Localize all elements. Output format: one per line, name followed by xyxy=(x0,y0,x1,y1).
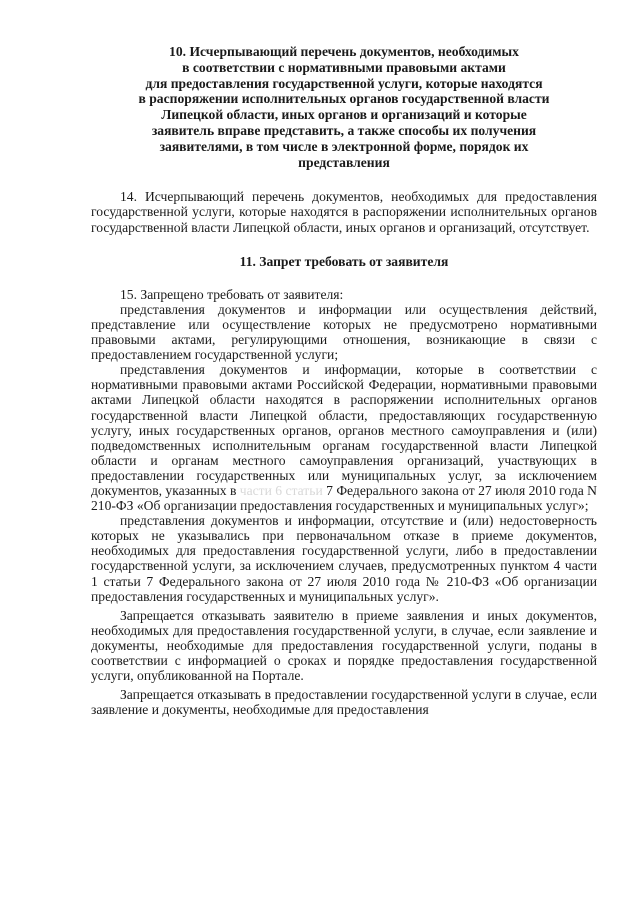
document-page xyxy=(91,44,597,717)
heading-line: заявителями, в том числе в электронной форме, порядок их xyxy=(159,138,529,154)
item-2-text: представления документов и информации, которые в соответствии с нормативными правовыми актами Российской Федерации, нормативными правовыми актами Липецкой области находятся в распоряжении исполнительных органов государственной власти Липецкой области, предоставляющих государственную услугу, иных государственных органов, органов местного самоуправления и (или) подведомственных исполнительным органам государственной власти Липецкой области и органам местного самоуправления организаций, участвующих в предоставлении государственных или муниципальных услуг, за исключением документов, указанных в xyxy=(91,362,597,498)
paragraph-14: 14. Исчерпывающий перечень документов, необходимых для предоставления государственной услуги, которые находятся в распоряжении исполнительных органов государственной власти Липецкой области, иных органов и организаций, отсутствует. xyxy=(91,189,597,235)
heading-line: Липецкой области, иных органов и организаций и которые xyxy=(161,107,527,123)
refuse-receipt-paragraph: Запрещается отказывать заявителю в приеме заявления и иных документов, необходимых для предоставления государственной услуги, в случае, если заявление и документы, необходимые для предоставления государственной услуги, поданы в соответствии с информацией о сроках и порядке предоставления государственной услуги, опубликованной на Портале. xyxy=(91,607,597,684)
heading-line: для предоставления государственной услуги, которые находятся xyxy=(145,75,543,91)
prohibition-item-2 xyxy=(91,362,597,513)
prohibition-item-1: представления документов и информации или осуществления действий, представление или осуществление которых не предусмотрено нормативными правовыми актами, регулирующими отношения, возникающие в связи с предоставлением государственной услуги; xyxy=(91,301,597,363)
section-11-heading: 11. Запрет требовать от заявителя xyxy=(239,253,449,269)
refuse-service-paragraph: Запрещается отказывать в предоставлении государственной услуги в случае, если заявление и документы, необходимые для предоставления xyxy=(91,687,597,718)
heading-line: представления xyxy=(298,154,390,170)
prohibition-item-3: представления документов и информации, отсутствие и (или) недостоверность которых не указывались при первоначальном отказе в приеме документов, необходимых для предоставления государственной услуги, либо в предоставлении государственной услуги, за исключением случаев, предусмотренных пунктом 4 части 1 статьи 7 Федерального закона от 27 июля 2010 года № 210-ФЗ «Об организации предоставления государственных и муниципальных услуг». xyxy=(91,513,597,604)
heading-line: в соответствии с нормативными правовыми актами xyxy=(182,59,506,75)
heading-line: заявитель вправе представить, а также способы их получения xyxy=(151,122,537,138)
heading-line: в распоряжении исполнительных органов государственной власти xyxy=(138,91,550,107)
section-10-heading xyxy=(115,44,573,170)
item-2-text-end: 7 Федерального закона от 27 июля 2010 года N 210-ФЗ «Об организации предоставления государственных и муниципальных услуг»; xyxy=(91,482,597,514)
heading-line: 10. Исчерпывающий перечень документов, необходимых xyxy=(169,44,519,59)
paragraph-15-intro: 15. Запрещено требовать от заявителя: xyxy=(120,286,344,302)
law-article-reference: части 6 статьи xyxy=(239,482,323,498)
